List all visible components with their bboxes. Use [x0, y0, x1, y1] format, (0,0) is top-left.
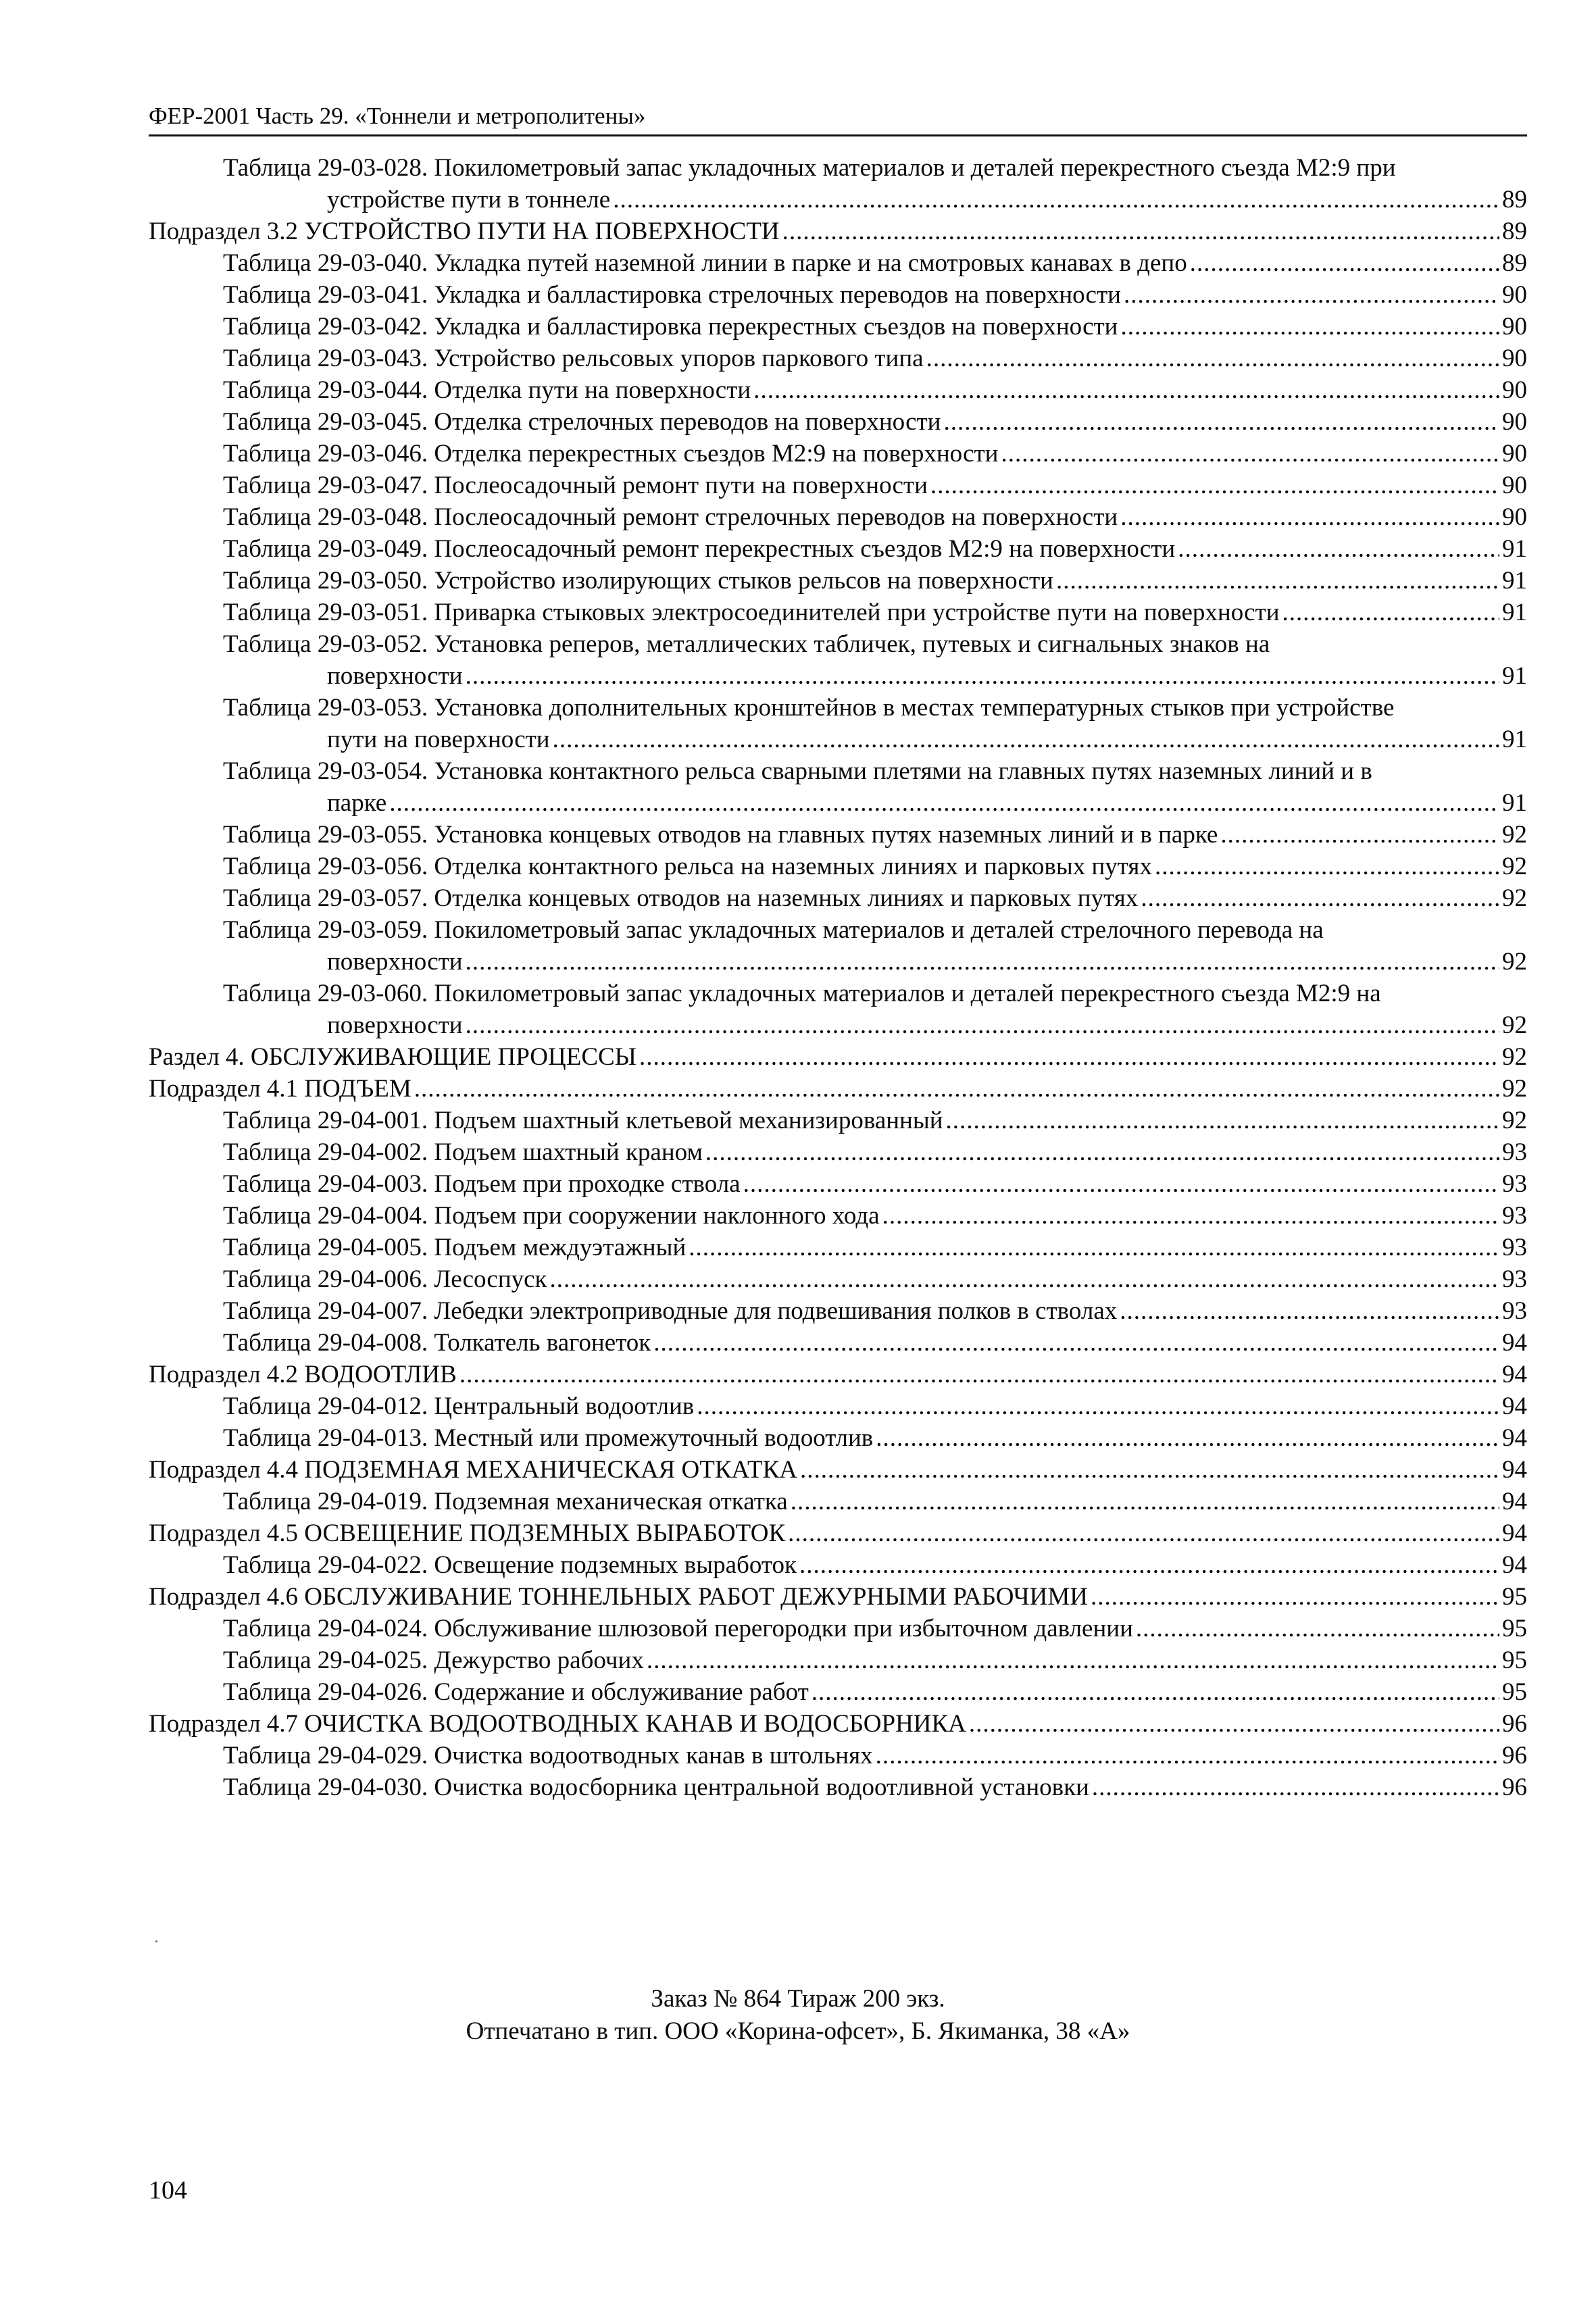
toc-entry-text: поверхности: [327, 662, 463, 690]
toc-line: [223, 184, 1527, 216]
dot-leader: [1001, 438, 1499, 470]
toc-table-entry: [149, 1771, 1527, 1803]
toc-line: [223, 1676, 1527, 1708]
dot-leader: [946, 1105, 1499, 1136]
toc-page-number: 91: [1502, 662, 1527, 690]
dot-leader: [697, 1390, 1499, 1422]
toc-page-number: 96: [1502, 1774, 1527, 1801]
toc-page-number: 96: [1502, 1742, 1527, 1769]
toc-line: [149, 216, 1527, 247]
dot-leader: [791, 1486, 1499, 1517]
toc-page-number: 93: [1502, 1170, 1527, 1198]
table-of-contents: [149, 152, 1527, 1803]
toc-page-number: 89: [1502, 218, 1527, 245]
dot-leader: [882, 1200, 1499, 1232]
toc-entry-text: Таблица 29-04-002. Подъем шахтный краном: [223, 1138, 703, 1166]
toc-table-entry: [149, 1486, 1527, 1517]
toc-line: [223, 247, 1527, 279]
toc-table-entry: [149, 1740, 1527, 1771]
toc-section-entry: [149, 1359, 1527, 1390]
toc-page-number: 96: [1502, 1710, 1527, 1738]
toc-section-entry: [149, 1073, 1527, 1105]
toc-line: [223, 692, 1527, 724]
toc-entry-text: Таблица 29-03-056. Отделка контактного рельса на наземных линиях и парковых путях: [223, 853, 1152, 880]
toc-entry-text: Таблица 29-04-013. Местный или промежуточный водоотлив: [223, 1424, 874, 1452]
toc-entry-text: Таблица 29-03-028. Покилометровый запас укладочных материалов и деталей перекрестного съезда М2:9 при: [223, 154, 1396, 182]
toc-section-entry: [149, 1041, 1527, 1073]
toc-entry-text: Таблица 29-03-048. Послеосадочный ремонт стрелочных переводов на поверхности: [223, 503, 1118, 531]
printer-line: Отпечатано в тип. ООО «Корина-офсет», Б. Якиманка, 38 «А»: [466, 2017, 1130, 2045]
toc-line: [223, 1168, 1527, 1200]
toc-line: [149, 1073, 1527, 1105]
dot-leader: [1220, 819, 1499, 851]
dot-leader: [553, 724, 1499, 755]
toc-line: [223, 1549, 1527, 1581]
toc-line: [223, 1644, 1527, 1676]
dot-leader: [743, 1168, 1499, 1200]
toc-page-number: 93: [1502, 1265, 1527, 1293]
toc-line: [223, 1771, 1527, 1803]
toc-table-entry: [149, 343, 1527, 374]
toc-line: [223, 1327, 1527, 1359]
toc-page-number: 94: [1502, 1488, 1527, 1515]
toc-table-entry: [149, 533, 1527, 565]
toc-line: [223, 819, 1527, 851]
toc-line: [223, 1136, 1527, 1168]
toc-table-entry: [149, 597, 1527, 628]
toc-entry-text: Таблица 29-04-005. Подъем междуэтажный: [223, 1234, 687, 1261]
toc-section-entry: [149, 1581, 1527, 1613]
toc-line: [149, 1454, 1527, 1486]
toc-entry-text: Таблица 29-04-019. Подземная механическая откатка: [223, 1488, 788, 1515]
toc-table-entry: [149, 978, 1527, 1041]
toc-page-number: 90: [1502, 440, 1527, 468]
toc-page-number: 92: [1502, 1075, 1527, 1103]
dot-leader: [1120, 311, 1499, 343]
toc-page-number: 89: [1502, 249, 1527, 277]
dot-leader: [705, 1136, 1499, 1168]
toc-entry-text: Таблица 29-04-001. Подъем шахтный клетьевой механизированный: [223, 1107, 943, 1134]
toc-section-entry: [149, 216, 1527, 247]
toc-entry-text: Таблица 29-04-022. Освещение подземных выработок: [223, 1551, 797, 1579]
toc-page-number: 92: [1502, 884, 1527, 912]
dot-leader: [1155, 851, 1499, 882]
toc-table-entry: [149, 1136, 1527, 1168]
toc-line: [223, 1200, 1527, 1232]
toc-entry-text: Таблица 29-04-024. Обслуживание шлюзовой перегородки при избыточном давлении: [223, 1615, 1133, 1642]
toc-section-entry: [149, 1454, 1527, 1486]
toc-page-number: 94: [1502, 1551, 1527, 1579]
toc-entry-text: Таблица 29-03-050. Устройство изолирующих стыков рельсов на поверхности: [223, 567, 1053, 595]
dot-leader: [613, 184, 1499, 216]
toc-entry-text: Таблица 29-04-007. Лебедки электроприводные для подвешивания полков в стволах: [223, 1297, 1118, 1325]
toc-entry-text: Таблица 29-04-029. Очистка водоотводных канав в штольнях: [223, 1742, 873, 1769]
toc-page-number: 94: [1502, 1424, 1527, 1452]
toc-page-number: 93: [1502, 1138, 1527, 1166]
toc-page-number: 91: [1502, 789, 1527, 817]
toc-line: [149, 1581, 1527, 1613]
dot-leader: [1124, 279, 1499, 311]
toc-entry-text: Таблица 29-03-042. Укладка и балластировка перекрестных съездов на поверхности: [223, 313, 1118, 341]
toc-section-entry: [149, 1708, 1527, 1740]
dot-leader: [1141, 882, 1499, 914]
toc-page-number: 90: [1502, 313, 1527, 341]
dot-leader: [1190, 247, 1499, 279]
toc-line: [223, 533, 1527, 565]
toc-page-number: 91: [1502, 567, 1527, 595]
toc-page-number: 95: [1502, 1615, 1527, 1642]
dot-leader: [753, 374, 1499, 406]
toc-line: [223, 755, 1527, 787]
toc-table-entry: [149, 851, 1527, 882]
dot-leader: [800, 1454, 1499, 1486]
toc-entry-text: парке: [327, 789, 387, 817]
toc-page-number: 92: [1502, 1011, 1527, 1039]
toc-table-entry: [149, 470, 1527, 501]
dot-leader: [876, 1740, 1499, 1771]
dot-leader: [1120, 501, 1499, 533]
toc-table-entry: [149, 279, 1527, 311]
toc-entry-text: Таблица 29-03-057. Отделка концевых отводов на наземных линиях и парковых путях: [223, 884, 1139, 912]
dot-leader: [812, 1676, 1499, 1708]
toc-table-entry: [149, 374, 1527, 406]
toc-table-entry: [149, 565, 1527, 597]
toc-line: [223, 1422, 1527, 1454]
print-speck: [155, 1940, 157, 1942]
toc-line: [223, 501, 1527, 533]
toc-page-number: 92: [1502, 821, 1527, 849]
toc-entry-text: Таблица 29-03-060. Покилометровый запас укладочных материалов и деталей перекрестного съезда М2:9 на: [223, 980, 1381, 1007]
toc-entry-text: Таблица 29-04-008. Толкатель вагонеток: [223, 1329, 651, 1357]
toc-table-entry: [149, 755, 1527, 819]
dot-leader: [689, 1232, 1499, 1263]
toc-page-number: 94: [1502, 1392, 1527, 1420]
dot-leader: [459, 1359, 1499, 1390]
dot-leader: [782, 216, 1499, 247]
toc-page-number: 95: [1502, 1678, 1527, 1706]
toc-line: [223, 406, 1527, 438]
dot-leader: [1120, 1295, 1499, 1327]
toc-line: [223, 1009, 1527, 1041]
toc-page-number: 93: [1502, 1234, 1527, 1261]
toc-table-entry: [149, 819, 1527, 851]
toc-page-number: 91: [1502, 535, 1527, 563]
toc-line: [223, 914, 1527, 946]
toc-table-entry: [149, 692, 1527, 755]
toc-entry-text: Таблица 29-04-030. Очистка водосборника центральной водоотливной установки: [223, 1774, 1089, 1801]
toc-entry-text: Раздел 4. ОБСЛУЖИВАЮЩИЕ ПРОЦЕССЫ: [149, 1043, 637, 1071]
toc-table-entry: [149, 152, 1527, 216]
toc-entry-text: Таблица 29-03-053. Установка дополнительных кронштейнов в местах температурных стыков при устройстве: [223, 694, 1395, 722]
dot-leader: [1056, 565, 1499, 597]
toc-page-number: 95: [1502, 1646, 1527, 1674]
toc-entry-text: поверхности: [327, 1011, 463, 1039]
toc-page-number: 92: [1502, 853, 1527, 880]
toc-page-number: 95: [1502, 1583, 1527, 1611]
toc-entry-text: Подраздел 4.1 ПОДЪЕМ: [149, 1075, 412, 1103]
toc-entry-text: Таблица 29-03-045. Отделка стрелочных переводов на поверхности: [223, 408, 941, 436]
toc-page-number: 91: [1502, 599, 1527, 626]
toc-line: [223, 1232, 1527, 1263]
toc-line: [149, 1041, 1527, 1073]
dot-leader: [466, 660, 1499, 692]
toc-page-number: 90: [1502, 376, 1527, 404]
toc-entry-text: Подраздел 4.2 ВОДООТЛИВ: [149, 1361, 457, 1388]
toc-line: [149, 1359, 1527, 1390]
dot-leader: [969, 1708, 1499, 1740]
toc-line: [223, 1390, 1527, 1422]
toc-page-number: 93: [1502, 1202, 1527, 1230]
dot-leader: [876, 1422, 1499, 1454]
toc-line: [223, 628, 1527, 660]
toc-line: [223, 565, 1527, 597]
dot-leader: [1092, 1771, 1499, 1803]
dot-leader: [550, 1263, 1499, 1295]
toc-page-number: 94: [1502, 1361, 1527, 1388]
toc-entry-text: Таблица 29-03-049. Послеосадочный ремонт перекрестных съездов М2:9 на поверхности: [223, 535, 1176, 563]
toc-section-entry: [149, 1517, 1527, 1549]
toc-line: [223, 311, 1527, 343]
dot-leader: [466, 1009, 1499, 1041]
toc-table-entry: [149, 1676, 1527, 1708]
toc-table-entry: [149, 1644, 1527, 1676]
toc-table-entry: [149, 1263, 1527, 1295]
dot-leader: [1136, 1613, 1499, 1644]
dot-leader: [653, 1327, 1499, 1359]
toc-entry-text: устройстве пути в тоннеле: [327, 186, 611, 213]
toc-entry-text: Таблица 29-04-003. Подъем при проходке ствола: [223, 1170, 741, 1198]
dot-leader: [1091, 1581, 1499, 1613]
toc-line: [223, 660, 1527, 692]
toc-entry-text: Таблица 29-04-025. Дежурство рабочих: [223, 1646, 644, 1674]
dot-leader: [639, 1041, 1499, 1073]
toc-page-number: 91: [1502, 726, 1527, 753]
toc-line: [223, 152, 1527, 184]
toc-table-entry: [149, 1613, 1527, 1644]
toc-entry-text: Подраздел 4.6 ОБСЛУЖИВАНИЕ ТОННЕЛЬНЫХ РАБОТ ДЕЖУРНЫМИ РАБОЧИМИ: [149, 1583, 1088, 1611]
toc-line: [223, 597, 1527, 628]
toc-page-number: 89: [1502, 186, 1527, 213]
print-order-line: Заказ № 864 Тираж 200 экз.: [651, 1985, 945, 2013]
toc-entry-text: Таблица 29-03-052. Установка реперов, металлических табличек, путевых и сигнальных знаков на: [223, 630, 1270, 658]
toc-table-entry: [149, 1390, 1527, 1422]
toc-line: [223, 470, 1527, 501]
toc-entry-text: Таблица 29-03-043. Устройство рельсовых упоров паркового типа: [223, 345, 924, 372]
running-header: ФЕР-2001 Часть 29. «Тоннели и метрополитены»: [149, 103, 646, 129]
toc-line: [223, 1613, 1527, 1644]
toc-table-entry: [149, 1295, 1527, 1327]
dot-leader: [647, 1644, 1499, 1676]
toc-entry-text: Таблица 29-03-051. Приварка стыковых электросоединителей при устройстве пути на поверхности: [223, 599, 1280, 626]
toc-page-number: 94: [1502, 1329, 1527, 1357]
toc-page-number: 90: [1502, 503, 1527, 531]
toc-entry-text: Таблица 29-04-004. Подъем при сооружении наклонного хода: [223, 1202, 880, 1230]
toc-table-entry: [149, 247, 1527, 279]
dot-leader: [414, 1073, 1499, 1105]
toc-line: [149, 1708, 1527, 1740]
page-number: 104: [149, 2176, 187, 2205]
toc-page-number: 90: [1502, 472, 1527, 499]
dot-leader: [389, 787, 1499, 819]
toc-entry-text: Таблица 29-03-047. Послеосадочный ремонт пути на поверхности: [223, 472, 928, 499]
toc-entry-text: Таблица 29-03-055. Установка концевых отводов на главных путях наземных линий и в парке: [223, 821, 1218, 849]
toc-line: [223, 978, 1527, 1009]
toc-entry-text: Таблица 29-04-026. Содержание и обслуживание работ: [223, 1678, 809, 1706]
toc-table-entry: [149, 628, 1527, 692]
toc-table-entry: [149, 882, 1527, 914]
toc-line: [223, 438, 1527, 470]
toc-table-entry: [149, 1200, 1527, 1232]
toc-table-entry: [149, 406, 1527, 438]
toc-entry-text: Подраздел 4.7 ОЧИСТКА ВОДООТВОДНЫХ КАНАВ И ВОДОСБОРНИКА: [149, 1710, 966, 1738]
dot-leader: [944, 406, 1500, 438]
toc-entry-text: Таблица 29-04-006. Лесоспуск: [223, 1265, 547, 1293]
toc-table-entry: [149, 1422, 1527, 1454]
toc-entry-text: Таблица 29-03-059. Покилометровый запас укладочных материалов и деталей стрелочного перевода на: [223, 916, 1324, 944]
toc-entry-text: пути на поверхности: [327, 726, 550, 753]
dot-leader: [1178, 533, 1499, 565]
toc-line: [149, 1517, 1527, 1549]
toc-entry-text: Таблица 29-03-041. Укладка и балластировка стрелочных переводов на поверхности: [223, 281, 1121, 309]
header-rule: [149, 134, 1527, 136]
toc-line: [223, 1295, 1527, 1327]
toc-entry-text: Таблица 29-03-046. Отделка перекрестных съездов М2:9 на поверхности: [223, 440, 999, 468]
toc-entry-text: Подраздел 3.2 УСТРОЙСТВО ПУТИ НА ПОВЕРХНОСТИ: [149, 218, 780, 245]
toc-page-number: 90: [1502, 345, 1527, 372]
toc-entry-text: Таблица 29-03-044. Отделка пути на поверхности: [223, 376, 751, 404]
toc-page-number: 93: [1502, 1297, 1527, 1325]
toc-page-number: 92: [1502, 1107, 1527, 1134]
toc-entry-text: поверхности: [327, 948, 463, 976]
toc-line: [223, 1105, 1527, 1136]
dot-leader: [799, 1549, 1499, 1581]
toc-line: [223, 946, 1527, 978]
toc-line: [223, 343, 1527, 374]
dot-leader: [466, 946, 1499, 978]
toc-line: [223, 1740, 1527, 1771]
toc-line: [223, 374, 1527, 406]
toc-table-entry: [149, 311, 1527, 343]
toc-line: [223, 851, 1527, 882]
toc-table-entry: [149, 1232, 1527, 1263]
toc-page-number: 92: [1502, 1043, 1527, 1071]
toc-entry-text: Таблица 29-03-054. Установка контактного рельса сварными плетями на главных путях наземных линий и в: [223, 757, 1372, 785]
toc-line: [223, 882, 1527, 914]
toc-line: [223, 787, 1527, 819]
toc-line: [223, 1263, 1527, 1295]
toc-entry-text: Подраздел 4.4 ПОДЗЕМНАЯ МЕХАНИЧЕСКАЯ ОТКАТКА: [149, 1456, 797, 1484]
toc-table-entry: [149, 1549, 1527, 1581]
toc-entry-text: Таблица 29-04-012. Центральный водоотлив: [223, 1392, 695, 1420]
toc-table-entry: [149, 1105, 1527, 1136]
dot-leader: [926, 343, 1499, 374]
dot-leader: [1282, 597, 1499, 628]
toc-page-number: 92: [1502, 948, 1527, 976]
toc-table-entry: [149, 1327, 1527, 1359]
toc-line: [223, 279, 1527, 311]
toc-table-entry: [149, 438, 1527, 470]
toc-page-number: 90: [1502, 408, 1527, 436]
toc-entry-text: Таблица 29-03-040. Укладка путей наземной линии в парке и на смотровых канавах в депо: [223, 249, 1187, 277]
dot-leader: [930, 470, 1499, 501]
toc-page-number: 94: [1502, 1456, 1527, 1484]
toc-table-entry: [149, 501, 1527, 533]
toc-line: [223, 1486, 1527, 1517]
toc-line: [223, 724, 1527, 755]
toc-table-entry: [149, 1168, 1527, 1200]
dot-leader: [788, 1517, 1499, 1549]
toc-page-number: 94: [1502, 1519, 1527, 1547]
toc-page-number: 90: [1502, 281, 1527, 309]
toc-entry-text: Подраздел 4.5 ОСВЕЩЕНИЕ ПОДЗЕМНЫХ ВЫРАБОТОК: [149, 1519, 786, 1547]
toc-table-entry: [149, 914, 1527, 978]
